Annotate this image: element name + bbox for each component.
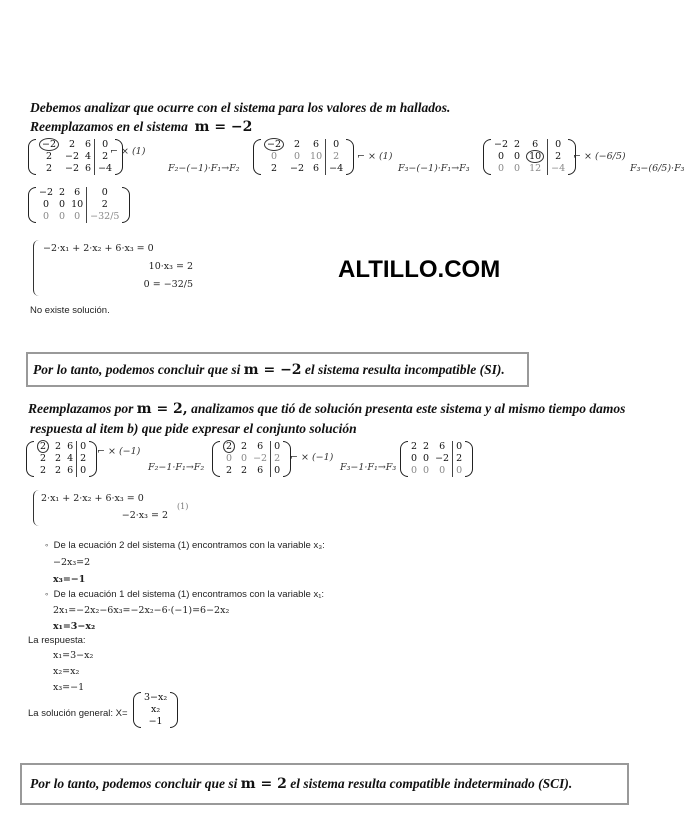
matrix-cell: 0 — [59, 199, 66, 210]
left-paren — [28, 139, 36, 175]
m-value: m = −2 — [243, 362, 302, 378]
matrix-cell: 10 — [71, 199, 84, 210]
matrix-cell: 6 — [67, 465, 74, 476]
matrix-cell: 0 — [411, 453, 418, 464]
matrix-cell: 0 — [77, 465, 90, 477]
answer: x₃=−1 — [53, 682, 85, 693]
row-op: F₃−1·F₁→F₃ — [340, 462, 397, 473]
equation: −2·x₃ = 2 — [121, 510, 168, 521]
pivot-cell: 2 — [220, 441, 238, 453]
row-op-multiplier: ⌐ × (−1) — [290, 452, 334, 463]
matrix — [28, 187, 130, 223]
matrix-grid — [141, 692, 170, 728]
matrix-cell: 2 — [453, 453, 466, 465]
equation: −2x₃=2 — [53, 557, 91, 568]
matrix-cell: 2 — [548, 151, 569, 163]
matrix-row — [261, 163, 346, 175]
matrix-cell: 2 — [241, 441, 248, 452]
row-op-multiplier: ⌐ × (1) — [110, 146, 146, 157]
right-paren — [115, 139, 123, 175]
row-op: F₂−(−1)·F₁→F₂ — [168, 163, 240, 174]
matrix-cell: 6 — [439, 441, 446, 452]
left-paren — [133, 692, 141, 728]
matrix-row — [36, 163, 115, 175]
answer-label: La respuesta: — [28, 635, 86, 646]
matrix-cell: 2 — [69, 139, 76, 150]
conclusion-text — [30, 776, 572, 792]
matrix-row — [491, 163, 568, 175]
matrix-cell: −2 — [253, 453, 268, 464]
matrix-cell: 2 — [411, 441, 418, 452]
bullet-1: ◦ De la ecuación 2 del sistema (1) encontramos con la variable x₃: — [45, 540, 325, 551]
m-value: m = 2, — [136, 401, 188, 417]
matrix-cell: 2 — [270, 163, 278, 174]
right-paren — [122, 187, 130, 223]
replace-m-2 — [28, 401, 625, 417]
system-tag: (1) — [177, 502, 189, 511]
matrix-row — [34, 465, 89, 477]
equation: 2x₁=−2x₂−6x₃=−2x₂−6·(−1)=6−2x₂ — [53, 605, 230, 616]
matrix-cell: 2 — [45, 163, 53, 174]
matrix-cell: 0 — [270, 151, 278, 162]
matrix-row — [36, 187, 122, 199]
matrix-cell: 2 — [55, 453, 62, 464]
matrix-cell: 2 — [87, 199, 123, 211]
matrix-cell: 0 — [241, 453, 248, 464]
matrix-cell: 2 — [55, 465, 62, 476]
matrix-cell: 0 — [453, 441, 466, 453]
equation-system — [33, 240, 193, 296]
matrix-row — [36, 139, 115, 151]
row-op-multiplier: ⌐ × (−6/5) — [573, 151, 626, 162]
matrix-cell: −2 — [39, 187, 54, 198]
matrix-cell: −4 — [95, 163, 116, 175]
matrix-row — [141, 716, 170, 728]
left-paren — [253, 139, 261, 175]
conclusion-pre: Por lo tanto, podemos concluir que si — [33, 362, 241, 377]
matrix-row — [34, 441, 89, 453]
left-paren — [26, 441, 34, 477]
matrix-grid — [261, 139, 346, 175]
matrix — [253, 139, 354, 175]
right-paren — [346, 139, 354, 175]
replace-m-neg2 — [30, 119, 252, 135]
matrix-cell: 2 — [40, 465, 47, 476]
matrix-cell: 12 — [529, 163, 542, 174]
result: x₃=−1 — [53, 574, 86, 585]
pivot-cell: 10 — [523, 151, 548, 163]
matrix-cell: 6 — [257, 465, 264, 476]
m-value: m = −2 — [194, 119, 253, 135]
matrix-cell: −2 — [435, 453, 450, 464]
matrix-row — [408, 453, 465, 465]
matrix-row — [36, 199, 122, 211]
matrix-cell: 2 — [45, 151, 53, 162]
matrix-cell: 0 — [77, 441, 90, 453]
bullet-2: ◦ De la ecuación 1 del sistema (1) encontramos con la variable x₁: — [45, 589, 325, 600]
conclusion-text — [33, 362, 505, 378]
m-value: m = 2 — [240, 776, 287, 792]
pivot-cell: −2 — [261, 139, 287, 151]
matrix-grid — [491, 139, 568, 175]
matrix — [483, 139, 576, 175]
matrix-cell: 6 — [85, 163, 92, 174]
row-op-multiplier: ⌐ × (1) — [357, 151, 393, 162]
matrix-cell: 4 — [67, 453, 74, 464]
matrix-cell: 2 — [271, 453, 284, 465]
matrix-cell: 0 — [271, 465, 284, 477]
matrix-cell: 0 — [514, 163, 521, 174]
matrix-cell: 6 — [67, 441, 74, 452]
replace-post: analizamos que tió de solución presenta este sistema y al mismo tiempo damos — [191, 401, 626, 416]
matrix-cell: 0 — [453, 465, 466, 477]
matrix-cell: 0 — [74, 211, 81, 222]
general-solution-label: La solución general: X= — [28, 708, 128, 719]
system-brace — [33, 490, 40, 526]
matrix-row — [141, 692, 170, 704]
matrix-cell: −2 — [290, 163, 305, 174]
matrix — [400, 441, 473, 477]
row-op: F₂−1·F₁→F₂ — [148, 462, 205, 473]
matrix-cell: 0 — [439, 465, 446, 476]
matrix-cell: 0 — [423, 465, 430, 476]
replace-label: Reemplazamos en el sistema — [30, 119, 188, 134]
matrix-grid — [34, 441, 89, 477]
conclusion-box-sci — [20, 763, 629, 805]
matrix-cell: 0 — [423, 453, 430, 464]
solution-vector — [133, 692, 178, 728]
matrix-row — [220, 441, 283, 453]
matrix-grid — [408, 441, 465, 477]
pivot-cell: 2 — [34, 441, 52, 453]
pivot-cell: −2 — [36, 139, 62, 151]
matrix-cell: 0 — [95, 139, 116, 151]
matrix-grid — [36, 187, 122, 223]
row-op-multiplier: ⌐ × (−1) — [97, 446, 141, 457]
matrix-cell: 3−x₂ — [144, 692, 168, 703]
bullet-text: De la ecuación 2 del sistema (1) encontramos con la variable x₃: — [53, 540, 325, 551]
replace-pre: Reemplazamos por — [28, 401, 134, 416]
matrix-cell: 6 — [74, 187, 81, 198]
matrix-row — [34, 453, 89, 465]
matrix-cell: 2 — [226, 465, 233, 476]
row-op: F₃−(6/5)·F₃ — [630, 163, 685, 174]
matrix — [212, 441, 291, 477]
conclusion-post: el sistema resulta incompatible (SI). — [304, 362, 505, 377]
matrix-cell: −2 — [65, 163, 80, 174]
equation-system — [33, 490, 168, 526]
matrix-row — [491, 151, 568, 163]
matrix-cell: 0 — [497, 151, 505, 162]
matrix-cell: 2 — [514, 139, 521, 150]
matrix-cell: x₂ — [151, 704, 161, 715]
system-brace — [33, 240, 40, 296]
matrix-grid — [36, 139, 115, 175]
equation: 0 = −32/5 — [143, 279, 193, 290]
conclusion-post: el sistema resulta compatible indeterminado (SCI). — [290, 776, 573, 791]
right-paren — [465, 441, 473, 477]
matrix — [26, 441, 97, 477]
bullet-text: De la ecuación 1 del sistema (1) encontramos con la variable x₁: — [53, 589, 325, 600]
matrix-row — [491, 139, 568, 151]
matrix-row — [261, 151, 346, 163]
equation: −2·x₁ + 2·x₂ + 6·x₃ = 0 — [43, 243, 154, 254]
matrix — [28, 139, 123, 175]
matrix-cell: 0 — [42, 199, 50, 210]
matrix-row — [36, 151, 115, 163]
replace-line2: respuesta al item b) que pide expresar el conjunto solución — [30, 421, 357, 436]
watermark-logo: ALTILLO.COM — [338, 256, 501, 283]
matrix-cell: 10 — [310, 151, 323, 162]
equation: 2·x₁ + 2·x₂ + 6·x₃ = 0 — [41, 493, 144, 504]
matrix-cell: 0 — [411, 465, 418, 476]
matrix-cell: 2 — [40, 453, 47, 464]
intro-text: Debemos analizar que ocurre con el sistema para los valores de m hallados. — [30, 100, 451, 115]
answer: x₁=3−x₂ — [53, 650, 94, 661]
matrix-cell: 2 — [423, 441, 430, 452]
no-solution-text: No existe solución. — [30, 305, 110, 316]
matrix-cell: −1 — [148, 716, 163, 727]
matrix-row — [220, 465, 283, 477]
matrix-cell: 0 — [42, 211, 50, 222]
matrix-cell: 2 — [326, 151, 347, 163]
matrix-cell: −4 — [548, 163, 569, 175]
matrix-cell: 2 — [77, 453, 90, 465]
matrix-cell: 0 — [514, 151, 521, 162]
matrix-cell: 2 — [59, 187, 66, 198]
matrix-cell: 0 — [271, 441, 284, 453]
matrix-cell: −32/5 — [87, 211, 123, 223]
matrix-cell: 2 — [95, 151, 116, 163]
matrix-cell: 6 — [85, 139, 92, 150]
matrix-cell: 2 — [294, 139, 301, 150]
matrix-cell: 6 — [532, 139, 539, 150]
conclusion-box-si — [26, 352, 529, 387]
matrix-cell: 0 — [294, 151, 301, 162]
matrix-cell: 0 — [497, 163, 505, 174]
matrix-cell: 0 — [226, 453, 233, 464]
matrix-cell: −2 — [65, 151, 80, 162]
equation: 10·x₃ = 2 — [148, 261, 193, 272]
answer: x₂=x₂ — [53, 666, 80, 677]
left-paren — [483, 139, 491, 175]
row-op: F₃−(−1)·F₁→F₃ — [398, 163, 470, 174]
matrix-cell: 6 — [313, 163, 320, 174]
matrix-cell: −4 — [326, 163, 347, 175]
right-paren — [89, 441, 97, 477]
result: x₁=3−x₂ — [53, 621, 96, 632]
matrix-cell: 0 — [548, 139, 569, 151]
conclusion-pre: Por lo tanto, podemos concluir que si — [30, 776, 238, 791]
matrix-row — [36, 211, 122, 223]
matrix-row — [261, 139, 346, 151]
matrix-cell: 6 — [257, 441, 264, 452]
matrix-row — [408, 465, 465, 477]
matrix-row — [220, 453, 283, 465]
matrix-cell: −2 — [494, 139, 509, 150]
matrix-cell: 4 — [85, 151, 92, 162]
matrix-row — [408, 441, 465, 453]
left-paren — [28, 187, 36, 223]
matrix-cell: 0 — [59, 211, 66, 222]
matrix-grid — [220, 441, 283, 477]
matrix-cell: 0 — [326, 139, 347, 151]
matrix-cell: 6 — [313, 139, 320, 150]
left-paren — [212, 441, 220, 477]
left-paren — [400, 441, 408, 477]
right-paren — [170, 692, 178, 728]
matrix-cell: 2 — [55, 441, 62, 452]
matrix-cell: 2 — [241, 465, 248, 476]
matrix-cell: 0 — [87, 187, 123, 199]
matrix-row — [141, 704, 170, 716]
